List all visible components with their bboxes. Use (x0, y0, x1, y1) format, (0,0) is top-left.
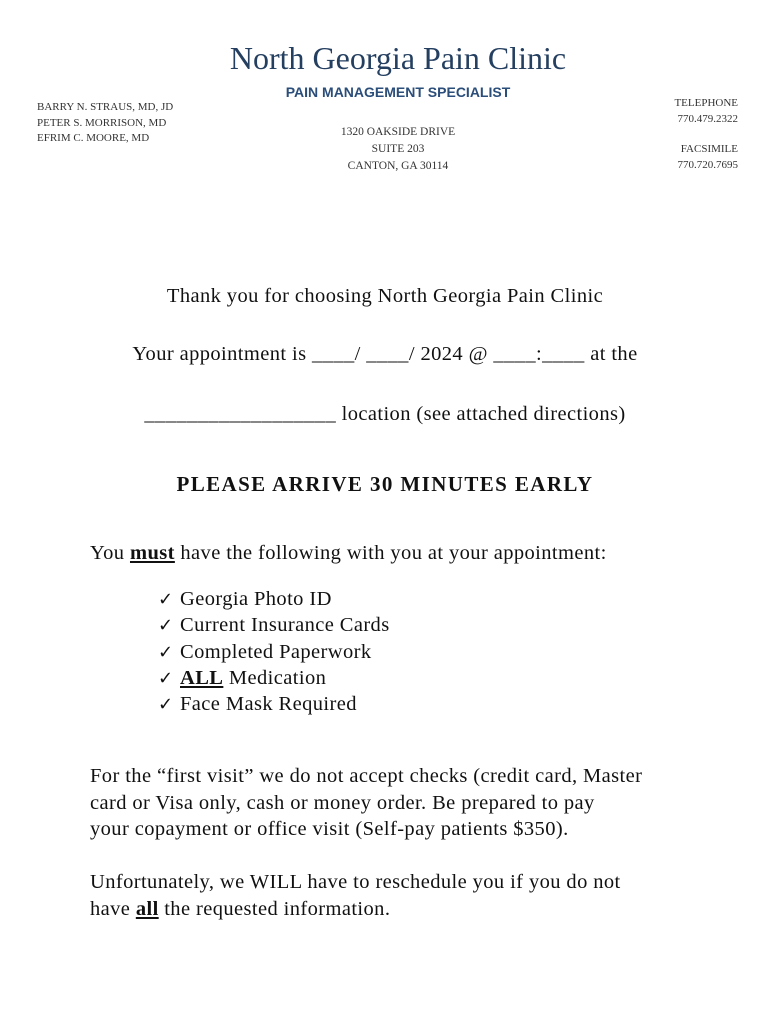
contact-info (674, 96, 738, 173)
clinic-address (0, 124, 770, 175)
paragraph-line (90, 896, 621, 923)
clinic-title: North Georgia Pain Clinic (229, 40, 567, 76)
reschedule-emphasis: all (135, 897, 159, 920)
arrive-early-notice: PLEASE ARRIVE 30 MINUTES EARLY (176, 472, 594, 496)
checklist-text: Current Insurance Cards (180, 614, 390, 637)
address-line: SUITE 203 (371, 143, 425, 155)
thank-you-line: Thank you for choosing North Georgia Pain Clinic (166, 285, 604, 307)
checkmark-icon: ✓ (158, 641, 174, 663)
checklist-text: Completed Paperwork (180, 640, 372, 663)
checkmark-icon: ✓ (158, 667, 174, 689)
reschedule-paragraph (90, 869, 621, 922)
checklist-text: Georgia Photo ID (180, 588, 332, 610)
facsimile-number: 770.720.7695 (677, 158, 738, 171)
must-bring-line (90, 542, 607, 565)
checklist-item (158, 665, 390, 691)
must-suffix: have the following with you at your appointment: (174, 542, 607, 564)
checklist-emphasis: ALL (180, 666, 224, 689)
paragraph-line: card or Visa only, cash or money order. Be prepared to pay (90, 791, 595, 814)
checklist-text: Medication (223, 666, 327, 689)
doctor-name: BARRY N. STRAUS, MD, JD (37, 101, 174, 113)
checkmark-icon: ✓ (158, 694, 174, 716)
paragraph-line: For the “first visit” we do not accept checks (credit card, Master (90, 765, 643, 787)
checklist-item (158, 691, 390, 717)
location-line: __________________ location (see attached directions) (144, 403, 626, 425)
paragraph-line: Unfortunately, we WILL have to reschedule you if you do not (90, 871, 621, 893)
checklist-item (158, 639, 390, 665)
clinic-subtitle: PAIN MANAGEMENT SPECIALIST (285, 84, 511, 100)
checklist-item (158, 586, 390, 612)
doctor-name: EFRIM C. MOORE, MD (37, 132, 150, 144)
doctor-name: PETER S. MORRISON, MD (37, 116, 167, 129)
checkmark-icon: ✓ (158, 589, 174, 610)
checklist-item (158, 612, 390, 638)
appointment-line: Your appointment is ____/ ____/ 2024 @ ____:____ at the (132, 343, 638, 365)
first-visit-paragraph (90, 763, 642, 843)
checkmark-icon: ✓ (158, 615, 174, 637)
telephone-label: TELEPHONE (674, 97, 738, 109)
address-line: CANTON, GA 30114 (347, 160, 449, 172)
checklist-text: Face Mask Required (180, 693, 357, 716)
reschedule-suffix: the requested information. (158, 897, 391, 920)
facsimile-label: FACSIMILE (680, 143, 738, 155)
telephone-number: 770.479.2322 (677, 112, 738, 125)
reschedule-prefix: have (90, 897, 136, 920)
requirements-checklist (158, 586, 390, 717)
must-emphasis: must (129, 542, 175, 564)
address-line: 1320 OAKSIDE DRIVE (340, 126, 456, 138)
must-prefix: You (90, 542, 130, 564)
paragraph-line: your copayment or office visit (Self-pay patients $350). (90, 818, 569, 840)
